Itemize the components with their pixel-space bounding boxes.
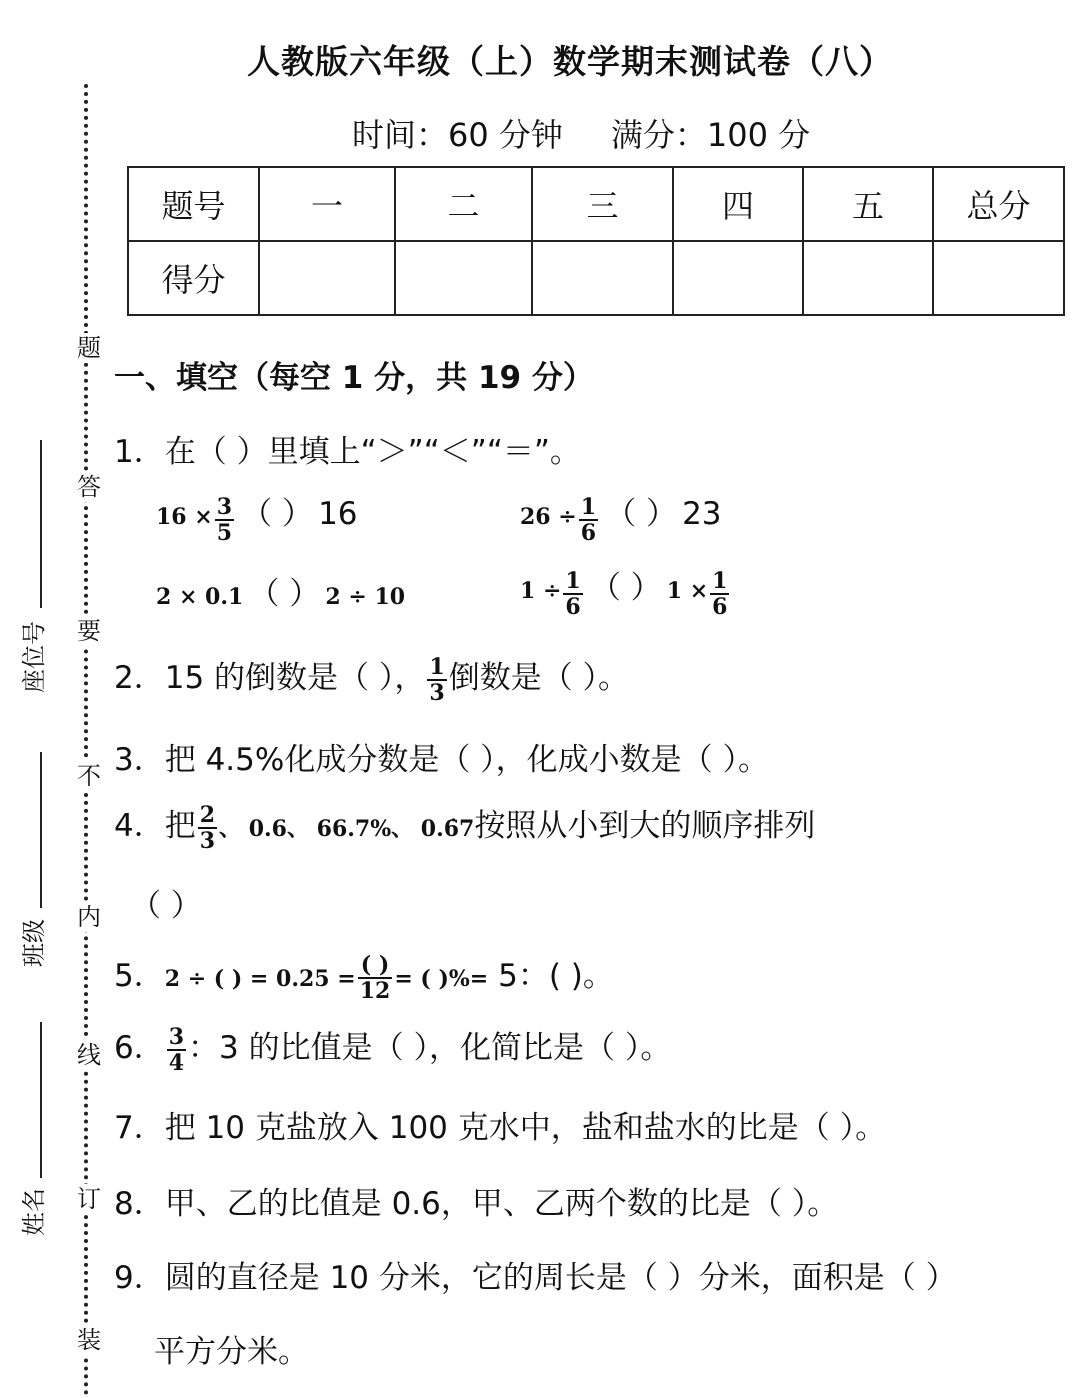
time-label: 时间：60 分钟 [352,116,563,154]
score-cell[interactable] [395,241,532,315]
q6-number: 6． [114,1030,165,1066]
q1a-fraction: $\frac{3}{5}$ [216,493,233,546]
question-1-text: 1．在（ ）里填上“＞”“＜”“＝”。 [114,434,581,470]
score-table-header-cell: 三 [532,167,673,241]
q6-fraction: $\frac{3}{4}$ [168,1023,185,1076]
q1d-right-fraction: $\frac{1}{6}$ [712,567,728,620]
q4-fraction: $\frac{2}{3}$ [199,801,216,854]
q2-text-post: 倒数是（ ）。 [448,660,630,696]
q1b-fraction: $\frac{1}{6}$ [580,493,597,546]
q5-ratio: 5：( )。 [498,958,614,994]
q1-compare-a [156,488,358,545]
score-table [127,166,1065,316]
q1c-right: 2 ÷ 10 [325,584,406,610]
binding-char: 线 [74,1040,104,1070]
score-table-header-cell: 一 [259,167,395,241]
question-6 [114,1022,671,1075]
q1a-right: 16 [318,496,358,532]
binding-char: 内 [74,902,104,932]
q1a-left: 16 × [156,504,213,530]
q1d-fraction: $\frac{1}{6}$ [565,567,581,620]
question-4 [114,800,815,853]
seat-number-line[interactable] [40,440,42,608]
question-2 [114,652,629,705]
question-5 [114,950,614,1003]
score-table-header-cell: 四 [673,167,803,241]
score-table-header-cell: 二 [395,167,532,241]
q4-text-post: 按照从小到大的顺序排列 [474,808,816,844]
binding-char: 订 [74,1184,104,1214]
q5-expr-a: 2 ÷ ( ) = 0.25 = [164,966,356,992]
full-score-label: 满分：100 分 [610,116,811,154]
score-table-score-row [128,241,1064,315]
class-label: 班级 [20,919,48,967]
q1a-blank[interactable]: （ ） [241,496,313,532]
name-label: 姓名 [20,1188,48,1236]
q2-fraction: $\frac{1}{3}$ [429,653,445,706]
question-3: 3．把 4.5%化成分数是（ ），化成小数是（ ）。 [114,742,770,778]
binding-char: 不 [74,761,104,791]
score-cell[interactable] [933,241,1064,315]
page-title: 人教版六年级（上）数学期末测试卷（八） [247,42,893,81]
q4-answer-blank[interactable]: （ ） [130,888,202,924]
score-row-label: 得分 [128,241,259,315]
score-cell[interactable] [532,241,673,315]
score-table-header-row [128,167,1064,241]
question-8: 8．甲、乙的比值是 0.6，甲、乙两个数的比是（ ）。 [114,1186,839,1222]
q1b-right: 23 [682,496,722,532]
q1b-blank[interactable]: （ ） [605,496,677,532]
q1c-left: 2 × 0.1 [156,584,244,610]
seat-number-label: 座位号 [20,621,48,693]
q4-numbers: 、 0.6、 66.7%、 0.6̇7 [219,816,475,842]
q2-text-pre: 2．15 的倒数是（ ）， [114,660,426,696]
q1b-left: 26 ÷ [520,504,577,530]
binding-char: 要 [74,616,104,646]
q1d-left: 1 ÷ [520,578,562,604]
q5-expr-b: = ( )%= [394,966,489,992]
q1d-right: 1 × [666,578,709,604]
score-cell[interactable] [259,241,395,315]
q1c-blank[interactable]: （ ） [248,576,321,612]
q6-text: ：3 的比值是（ ），化简比是（ ）。 [188,1030,672,1066]
score-cell[interactable] [803,241,933,315]
question-9-line-2: 平方分米。 [154,1334,309,1370]
class-line[interactable] [40,752,42,908]
binding-char: 题 [74,333,104,363]
q1-compare-c [156,568,405,613]
score-table-header-cell: 题号 [128,167,259,241]
question-9-line-1: 9．圆的直径是 10 分米，它的周长是（ ）分米，面积是（ ） [114,1260,957,1296]
q1-compare-b [520,488,722,545]
q5-fraction: $\frac{( )}{12}$ [359,951,391,1004]
score-table-header-cell: 总分 [933,167,1064,241]
binding-char: 装 [74,1325,104,1355]
section-1-title: 一、填空（每空 1 分，共 19 分） [114,360,594,396]
question-7: 7．把 10 克盐放入 100 克水中，盐和盐水的比是（ ）。 [114,1110,887,1146]
binding-char: 答 [74,472,104,502]
q5-number: 5． [114,958,165,994]
score-table-header-cell: 五 [803,167,933,241]
q4-text-pre: 4．把 [114,808,196,844]
exam-info [352,110,810,156]
q1d-blank[interactable]: （ ） [589,570,662,606]
name-line[interactable] [40,1022,42,1178]
q1-compare-d [520,562,731,619]
score-cell[interactable] [673,241,803,315]
